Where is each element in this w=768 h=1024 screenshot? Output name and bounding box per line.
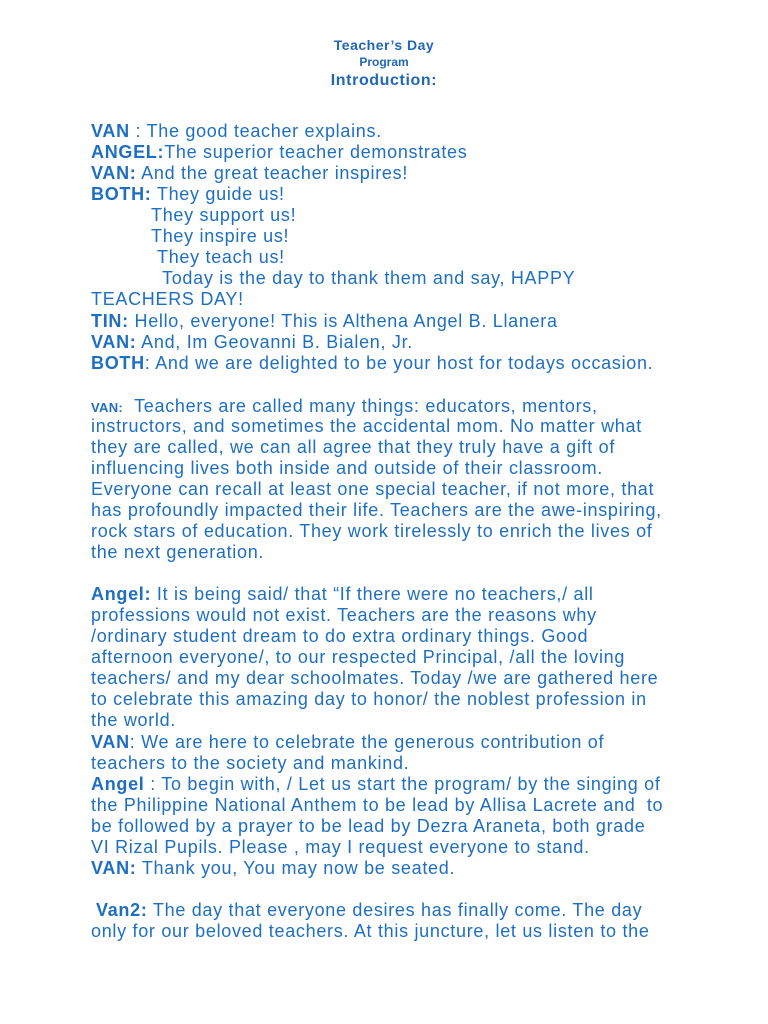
line-text: to celebrate this amazing day to honor/ the noblest profession in bbox=[91, 689, 647, 709]
script-line bbox=[91, 500, 662, 521]
script-line bbox=[91, 816, 645, 837]
script-line bbox=[91, 732, 604, 753]
line-text: : To begin with, / Let us start the program/ by the singing of bbox=[144, 774, 661, 794]
script-line bbox=[91, 647, 625, 668]
line-text: They support us! bbox=[151, 205, 297, 225]
speaker-label: VAN: bbox=[91, 400, 124, 415]
line-text: professions would not exist. Teachers are the reasons why bbox=[91, 605, 597, 625]
script-line bbox=[157, 247, 285, 268]
line-text: : We are here to celebrate the generous contribution of bbox=[129, 732, 605, 752]
line-text: only for our beloved teachers. At this juncture, let us listen to the bbox=[91, 921, 650, 941]
script-line bbox=[91, 753, 409, 774]
line-text: be followed by a prayer to be lead by Dezra Araneta, both grade bbox=[91, 816, 646, 836]
line-text: teachers to the society and mankind. bbox=[91, 753, 410, 773]
speaker-label: BOTH: bbox=[91, 184, 152, 204]
script-line bbox=[91, 837, 590, 858]
line-text: instructors, and sometimes the accidental mom. No matter what bbox=[91, 416, 642, 436]
speaker-label: VAN bbox=[91, 732, 130, 752]
line-text: afternoon everyone/, to our respected Principal, /all the loving bbox=[91, 647, 626, 667]
script-line bbox=[91, 605, 597, 626]
script-line bbox=[91, 479, 654, 500]
speaker-label: BOTH bbox=[91, 353, 145, 373]
document-subtitle: Program bbox=[359, 55, 409, 69]
line-text: The superior teacher demonstrates bbox=[164, 142, 468, 162]
script-line bbox=[91, 542, 264, 563]
script-line bbox=[91, 521, 653, 542]
line-text: : The good teacher explains. bbox=[129, 121, 382, 141]
section-heading: Introduction: bbox=[330, 72, 438, 89]
script-line bbox=[91, 689, 647, 710]
line-text: teachers/ and my dear schoolmates. Today /we are gathered here bbox=[91, 668, 659, 688]
line-text: It is being said/ that “If there were no teachers,/ all bbox=[151, 584, 594, 604]
line-text: influencing lives both inside and outside of their classroom. bbox=[91, 458, 603, 478]
line-text: the next generation. bbox=[91, 542, 265, 562]
script-line bbox=[91, 332, 413, 353]
script-line bbox=[91, 858, 455, 879]
script-line bbox=[91, 584, 594, 605]
document-title: Teacher’s Day bbox=[333, 37, 435, 53]
line-text: Thank you, You may now be seated. bbox=[136, 858, 456, 878]
line-text: TEACHERS DAY! bbox=[91, 289, 244, 309]
script-line bbox=[91, 353, 653, 374]
script-line bbox=[91, 774, 661, 795]
line-text: the Philippine National Anthem to be lead by Allisa Lacrete and to bbox=[91, 795, 664, 815]
line-text: VI Rizal Pupils. Please , may I request everyone to stand. bbox=[91, 837, 590, 857]
speaker-label: Angel bbox=[91, 774, 145, 794]
line-text: Hello, everyone! This is Althena Angel B. Llanera bbox=[128, 311, 558, 331]
script-line bbox=[91, 142, 467, 163]
speaker-label: VAN bbox=[91, 121, 130, 141]
script-line bbox=[91, 121, 382, 142]
line-text: /ordinary student dream to do extra ordinary things. Good bbox=[91, 626, 589, 646]
line-text: The day that everyone desires has finally come. The day bbox=[147, 900, 643, 920]
line-text: They inspire us! bbox=[151, 226, 290, 246]
line-text: They guide us! bbox=[151, 184, 285, 204]
line-text: : And we are delighted to be your host for todays occasion. bbox=[144, 353, 654, 373]
script-line bbox=[91, 710, 176, 731]
line-text: the world. bbox=[91, 710, 177, 730]
speaker-label: Angel: bbox=[91, 584, 152, 604]
speaker-label: VAN: bbox=[91, 858, 137, 878]
line-text: And the great teacher inspires! bbox=[136, 163, 409, 183]
script-line bbox=[151, 226, 289, 247]
script-line bbox=[151, 205, 296, 226]
script-line bbox=[91, 458, 603, 479]
line-text: Today is the day to thank them and say, HAPPY bbox=[162, 268, 576, 288]
script-line bbox=[91, 668, 658, 689]
speaker-label: ANGEL: bbox=[91, 142, 165, 162]
script-line bbox=[91, 184, 285, 205]
line-text: has profoundly impacted their life. Teachers are the awe-inspiring, bbox=[91, 500, 662, 520]
speaker-label: Van2: bbox=[96, 900, 148, 920]
line-text: Everyone can recall at least one special teacher, if not more, that bbox=[91, 479, 655, 499]
script-line bbox=[91, 437, 615, 458]
script-line bbox=[91, 311, 558, 332]
speaker-label: VAN: bbox=[91, 332, 137, 352]
line-text: And, Im Geovanni B. Bialen, Jr. bbox=[136, 332, 414, 352]
line-text: they are called, we can all agree that they truly have a gift of bbox=[91, 437, 616, 457]
script-line bbox=[91, 921, 650, 942]
script-line bbox=[91, 416, 642, 437]
speaker-label: VAN: bbox=[91, 163, 137, 183]
script-line bbox=[96, 900, 642, 921]
script-line bbox=[91, 396, 598, 417]
script-line bbox=[91, 289, 244, 310]
script-line bbox=[91, 626, 588, 647]
script-line bbox=[162, 268, 575, 289]
line-text: They teach us! bbox=[157, 247, 285, 267]
line-text: rock stars of education. They work tirelessly to enrich the lives of bbox=[91, 521, 653, 541]
speaker-label: TIN: bbox=[91, 311, 129, 331]
line-text: Teachers are called many things: educators, mentors, bbox=[123, 396, 598, 416]
script-line bbox=[91, 163, 408, 184]
script-line bbox=[91, 795, 663, 816]
